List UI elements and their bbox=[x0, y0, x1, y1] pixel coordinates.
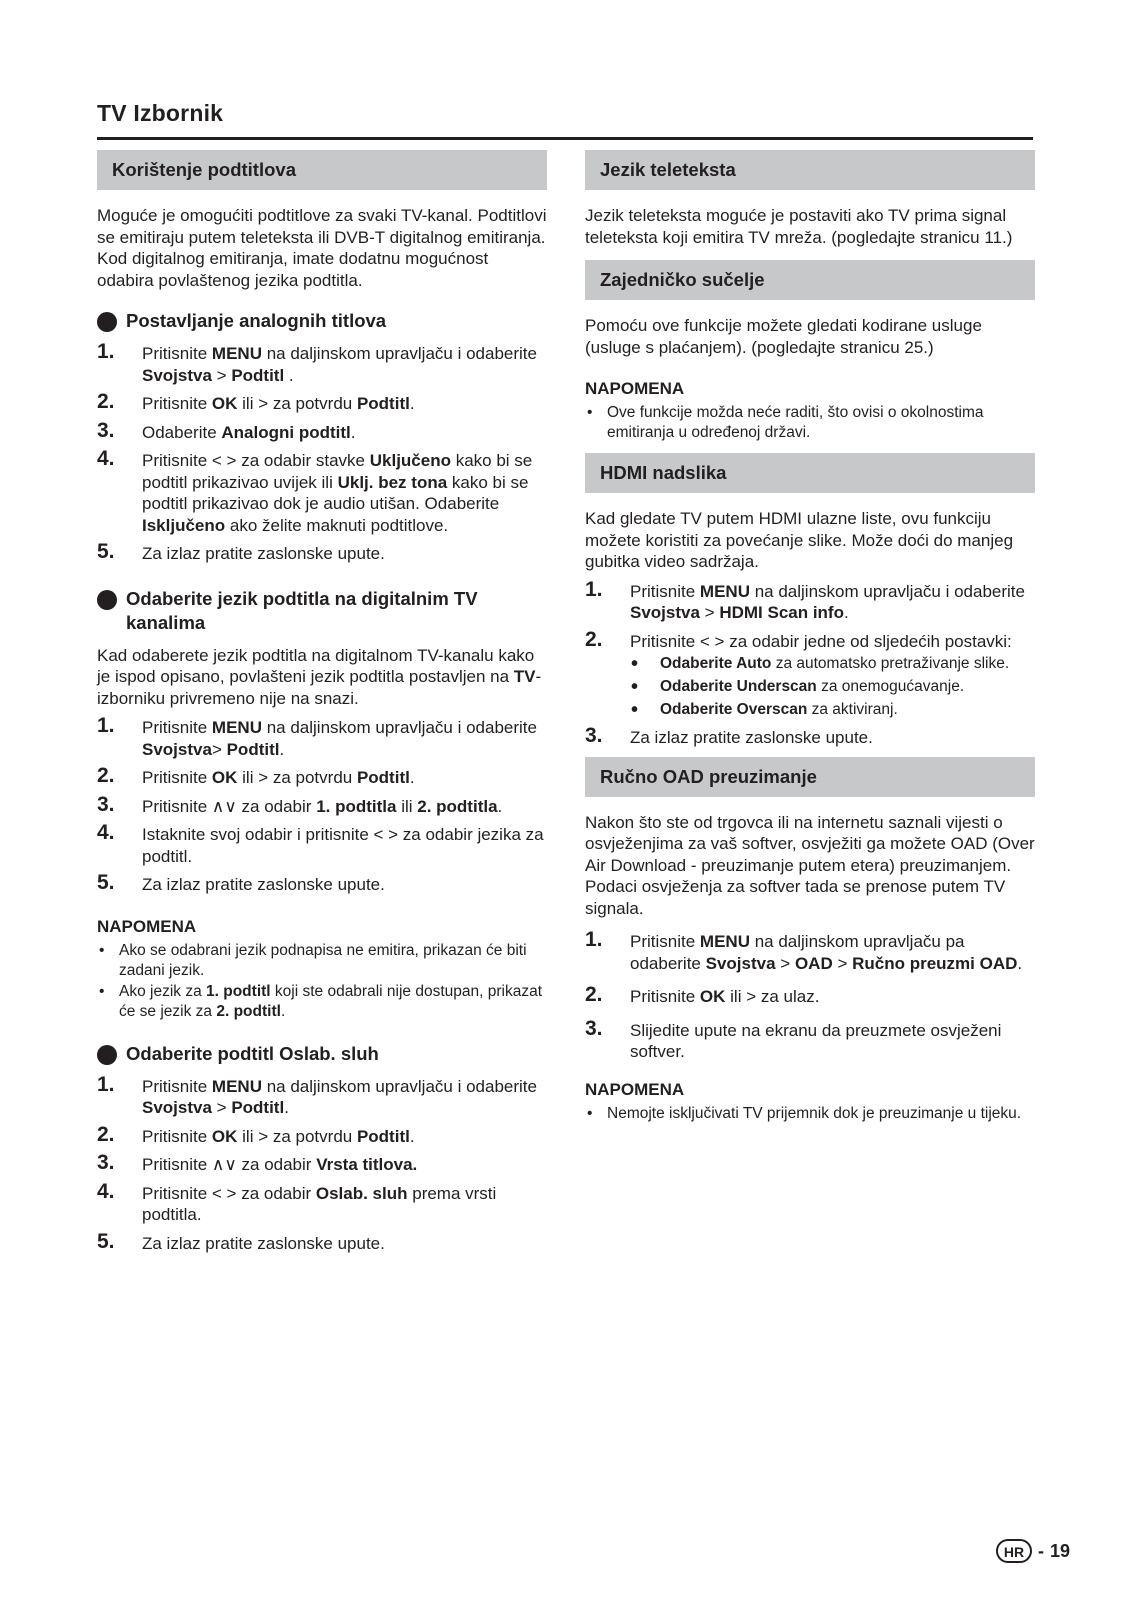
list-item: 5. Za izlaz pratite zaslonske upute. bbox=[97, 871, 385, 894]
list-item: 5. Za izlaz pratite zaslonske upute. bbox=[97, 1229, 385, 1253]
list-item: • Ako se odabrani jezik podnapisa ne emitira, prikazan će biti zadani jezik. bbox=[99, 941, 527, 979]
section-heading-hdmi: HDMI nadslika bbox=[585, 453, 1035, 493]
list-item: 3. Slijedite upute na ekranu da preuzmete osvježeni softver. bbox=[585, 1016, 1002, 1061]
hearing-steps bbox=[97, 1072, 547, 1255]
list-item: • Odaberite Underscan za onemogućavanje. bbox=[631, 676, 965, 698]
subheading-hearing-text: Odaberite podtitl Oslab. sluh bbox=[126, 1042, 379, 1064]
list-item: • Odaberite Overscan za aktiviranj. bbox=[631, 699, 898, 721]
section-heading-subtitles: Korištenje podtitlova bbox=[97, 150, 547, 190]
bullet-circle-icon bbox=[97, 312, 117, 332]
list-item: 3. Pritisnite ∧∨ za odabir 1. podtitla ili 2. podtitla. bbox=[97, 792, 503, 816]
list-item: 2. Pritisnite OK ili > za potvrdu Podtitl. bbox=[97, 390, 415, 413]
oad-steps bbox=[585, 928, 1035, 1063]
note-heading: NAPOMENA bbox=[585, 1079, 685, 1099]
section-heading-common-interface: Zajedničko sučelje bbox=[585, 260, 1035, 300]
note-heading: NAPOMENA bbox=[97, 916, 197, 936]
list-item: 2. Pritisnite OK ili > za potvrdu Podtitl. bbox=[97, 1122, 415, 1146]
list-item: 2. Pritisnite OK ili > za ulaz. bbox=[585, 983, 820, 1006]
ci-body: Pomoću ove funkcije možete gledati kodirane usluge (usluge s plaćanjem). (pogledajte stranicu 25.) bbox=[585, 316, 982, 357]
subheading-digital-text: Odaberite jezik podtitla na digitalnim TV kanalima bbox=[126, 587, 478, 633]
list-item: 3. Za izlaz pratite zaslonske upute. bbox=[585, 724, 873, 747]
hdmi-steps bbox=[585, 577, 1035, 749]
ci-notes bbox=[585, 403, 1035, 443]
page-number-value: 19 bbox=[1049, 1540, 1070, 1561]
bullet-circle-icon bbox=[97, 590, 117, 610]
subtitles-intro: Moguće je omogućiti podtitlove za svaki TV-kanal. Podtitlovi se emitiraju putem teleteksta ili DVB-T digitalnog emitiranja. Kod digitalnog emitiranja, imate dodatnu mogućnost odabira povlaštenog jezika podtitla. bbox=[97, 206, 547, 290]
list-item: • Ako jezik za 1. podtitl koji ste odabrali nije dostupan, prikazat će se jezik za 2. podtitl. bbox=[99, 982, 543, 1020]
digital-steps bbox=[97, 714, 547, 896]
analog-steps bbox=[97, 340, 547, 565]
list-item: 2. Pritisnite < > za odabir jedne od sljedećih postavki: • Odaberite Auto za automatsko pretraživanje slike. • Odaberite Underscan za onemogućavanje. • Odaberite Overscan za aktiviranj. bbox=[585, 631, 1035, 721]
subheading-analog bbox=[97, 309, 547, 333]
list-item: 1. Pritisnite MENU na daljinskom upravljaču i odaberite Svojstva > HDMI Scan info. bbox=[585, 577, 1025, 622]
list-item: • Odaberite Auto za automatsko pretraživanje slike. bbox=[631, 653, 1010, 675]
list-item: 1. Pritisnite MENU na daljinskom upravljaču i odaberite Svojstva> Podtitl. bbox=[97, 714, 537, 759]
section-heading-teletext: Jezik teleteksta bbox=[585, 150, 1035, 190]
subheading-analog-text: Postavljanje analognih titlova bbox=[126, 310, 387, 331]
teletext-body: Jezik teleteksta moguće je postaviti ako TV prima signal teleteksta koji emitira TV mreža. (pogledajte stranicu 11.) bbox=[585, 206, 1013, 247]
list-item: 1. Pritisnite MENU na daljinskom upravljaču i odaberite Svojstva > Podtitl. bbox=[97, 1072, 537, 1117]
list-item: 1. Pritisnite MENU na daljinskom upravljaču i odaberite Svojstva > Podtitl . bbox=[97, 340, 537, 385]
oad-body: Nakon što ste od trgovca ili na internetu saznali vijesti o osvježenjima za vaš softver, osvježiti ga možete OAD (Over Air Download - preuzimanje putem etera) preuzimanjem. Podaci osvježenja za softver tada se prenose putem TV signala. bbox=[585, 812, 1035, 918]
page-number-separator: - bbox=[1037, 1540, 1044, 1561]
digital-notes bbox=[97, 941, 547, 1022]
list-item: 3. Odaberite Analogni podtitl. bbox=[97, 418, 356, 442]
hdmi-options bbox=[630, 654, 1035, 720]
list-item: • Ove funkcije možda neće raditi, što ovisi o okolnostima emitiranja u određenoj državi. bbox=[587, 404, 984, 441]
left-column bbox=[97, 150, 547, 1270]
list-item: • Nemojte isključivati TV prijemnik dok je preuzimanje u tijeku. bbox=[587, 1104, 1022, 1122]
list-item: 4. Pritisnite < > za odabir stavke Uključeno kako bi se podtitl prikazivao uvijek ili Uklj. bez tona kako bi se podtitl prikazivao dok je audio utišan. Odaberite Isključeno ako želite maknuti podtitlove. bbox=[97, 447, 533, 535]
subheading-hearing bbox=[97, 1042, 547, 1066]
bullet-circle-icon bbox=[97, 1045, 117, 1065]
page-title: TV Izbornik bbox=[97, 100, 224, 126]
list-item: 1. Pritisnite MENU na daljinskom upravljaču pa odaberite Svojstva > OAD > Ručno preuzmi OAD. bbox=[585, 928, 1023, 973]
list-item: 2. Pritisnite OK ili > za potvrdu Podtitl. bbox=[97, 764, 415, 787]
digital-intro: Kad odaberete jezik podtitla na digitalnom TV-kanalu kako je ispod opisano, povlašteni jezik podtitla postavljen na TV-izborniku privremeno nije na snazi. bbox=[97, 645, 542, 708]
list-item: 3. Pritisnite ∧∨ za odabir Vrsta titlova. bbox=[97, 1151, 418, 1174]
page-number bbox=[996, 1538, 1070, 1564]
title-rule bbox=[97, 137, 1033, 140]
section-heading-oad: Ručno OAD preuzimanje bbox=[585, 757, 1035, 797]
list-item: 5. Za izlaz pratite zaslonske upute. bbox=[97, 540, 385, 563]
note-heading: NAPOMENA bbox=[585, 379, 685, 398]
hdmi-body: Kad gledate TV putem HDMI ulazne liste, ovu funkciju možete koristiti za povećanje slike. Može doći do manjeg gubitka video sadržaja. bbox=[585, 509, 1014, 571]
language-badge: HR bbox=[996, 1539, 1032, 1563]
oad-notes bbox=[585, 1104, 1035, 1124]
right-column bbox=[585, 150, 1035, 1142]
list-item: 4. Istaknite svoj odabir i pritisnite < > za odabir jezika za podtitl. bbox=[97, 821, 544, 866]
subheading-digital bbox=[97, 587, 547, 635]
list-item: 4. Pritisnite < > za odabir Oslab. sluh prema vrsti podtitla. bbox=[97, 1179, 497, 1224]
